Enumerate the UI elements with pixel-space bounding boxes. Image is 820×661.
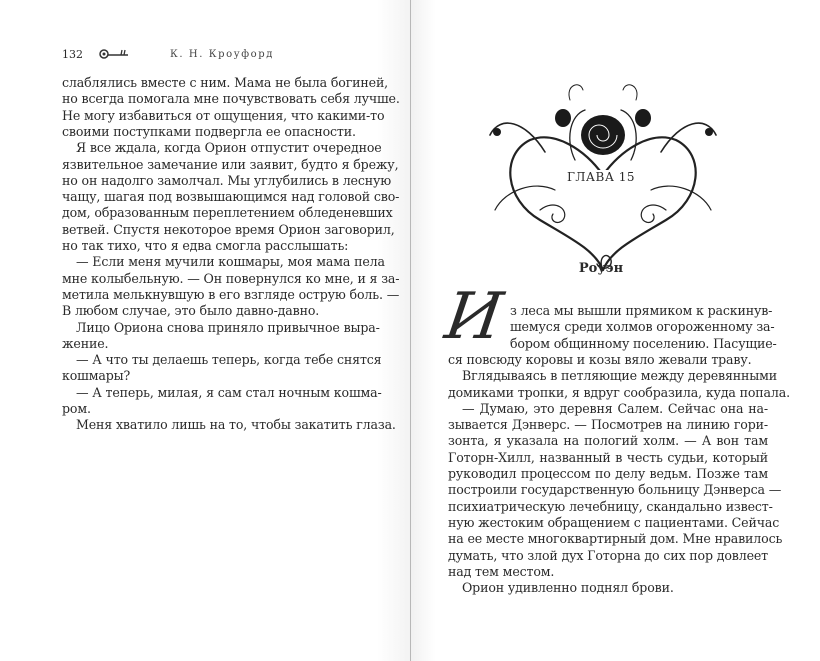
text-line: Лицо Ориона снова приняло привычное выра- <box>76 319 380 335</box>
text-line: Не могу избавиться от ощущения, что какими-то <box>62 107 385 123</box>
text-line: Орион удивленно поднял брови. <box>462 580 674 596</box>
text-line: но всегда помогала мне почувствовать себя лучше. <box>62 91 400 107</box>
text-line: — Думаю, это деревня Салем. Сейчас она на- <box>462 400 768 416</box>
text-line: з леса мы вышли прямиком к раскинув- <box>510 303 773 318</box>
text-line: построили государственную больницу Дэнверса — <box>448 482 782 498</box>
text-line: ную жестоким обращением с пациентами. Сейчас <box>448 514 780 530</box>
text-line: руководил процессом по делу ведьм. Позже там <box>448 466 768 481</box>
text-line: Я все ждала, когда Орион отпустит очередное <box>76 140 382 156</box>
chapter-label: ГЛАВА 15 <box>551 170 651 184</box>
text-line: чащу, шагая под возвышающимся над головой сво- <box>62 189 400 205</box>
chapter-title: Роуэн <box>578 261 624 276</box>
text-line: над тем местом. <box>448 563 555 579</box>
text-line: ром. <box>62 401 91 416</box>
text-line: думать, что злой дух Готорна до сих пор довлеет <box>448 547 768 563</box>
text-line: психиатрическую лечебницу, скандально извест- <box>448 498 773 514</box>
text-line: ся повсюду коровы и козы вяло жевали траву. <box>448 351 752 367</box>
text-line: В любом случае, это было давно-давно. <box>62 303 320 319</box>
text-line: Вглядываясь в петляющие между деревянными <box>462 368 778 384</box>
text-line: но так тихо, что я едва смогла расслышать: <box>62 238 349 253</box>
text-line: кошмары? <box>62 368 131 384</box>
text-line: Готорн-Хилл, названный в честь судьи, который <box>448 449 768 465</box>
text-line: бором общинному поселению. Пасущие- <box>510 335 777 351</box>
key-ornament-icon <box>98 46 130 60</box>
text-line: Меня хватило лишь на то, чтобы закатить глаза. <box>76 417 396 433</box>
text-line: слаблялись вместе с ним. Мама не была богиней, <box>62 75 389 90</box>
running-head-author: К. Н. Кроуфорд <box>170 49 275 60</box>
page-number: 132 <box>62 48 83 61</box>
text-line: — А теперь, милая, я сам стал ночным кошма- <box>76 384 382 400</box>
text-line: зонта, я указала на пологий холм. — А вон там <box>448 433 768 449</box>
drop-cap: И <box>440 280 508 354</box>
text-line: домиками тропки, я вдруг сообразила, куда попала. <box>448 384 790 400</box>
text-line: на ее месте многоквартирный дом. Мне нравилось <box>448 531 783 547</box>
text-line: метила мелькнувшую в его взгляде острую боль. — <box>62 286 400 302</box>
text-line: ветвей. Спустя некоторое время Орион заговорил, <box>62 221 395 237</box>
text-line: — А что ты делаешь теперь, когда тебе снятся <box>76 352 382 368</box>
text-line: жение. <box>62 335 109 351</box>
text-line: — Если меня мучили кошмары, моя мама пела <box>76 254 385 270</box>
text-line: язвительное замечание или заявит, будто я брежу, <box>62 156 399 172</box>
text-line: своими поступками подвергла ее опасности. <box>62 123 356 139</box>
text-line: мне колыбельную. — Он повернулся ко мне, и я за- <box>62 270 400 286</box>
text-line: дом, образованным переплетением обледеневших <box>62 205 393 221</box>
text-line: но он надолго замолчал. Мы углубились в лесную <box>62 172 392 188</box>
text-line: зывается Дэнверс. — Посмотрев на линию гори- <box>448 417 768 433</box>
text-line: шемуся среди холмов огороженному за- <box>510 319 775 335</box>
